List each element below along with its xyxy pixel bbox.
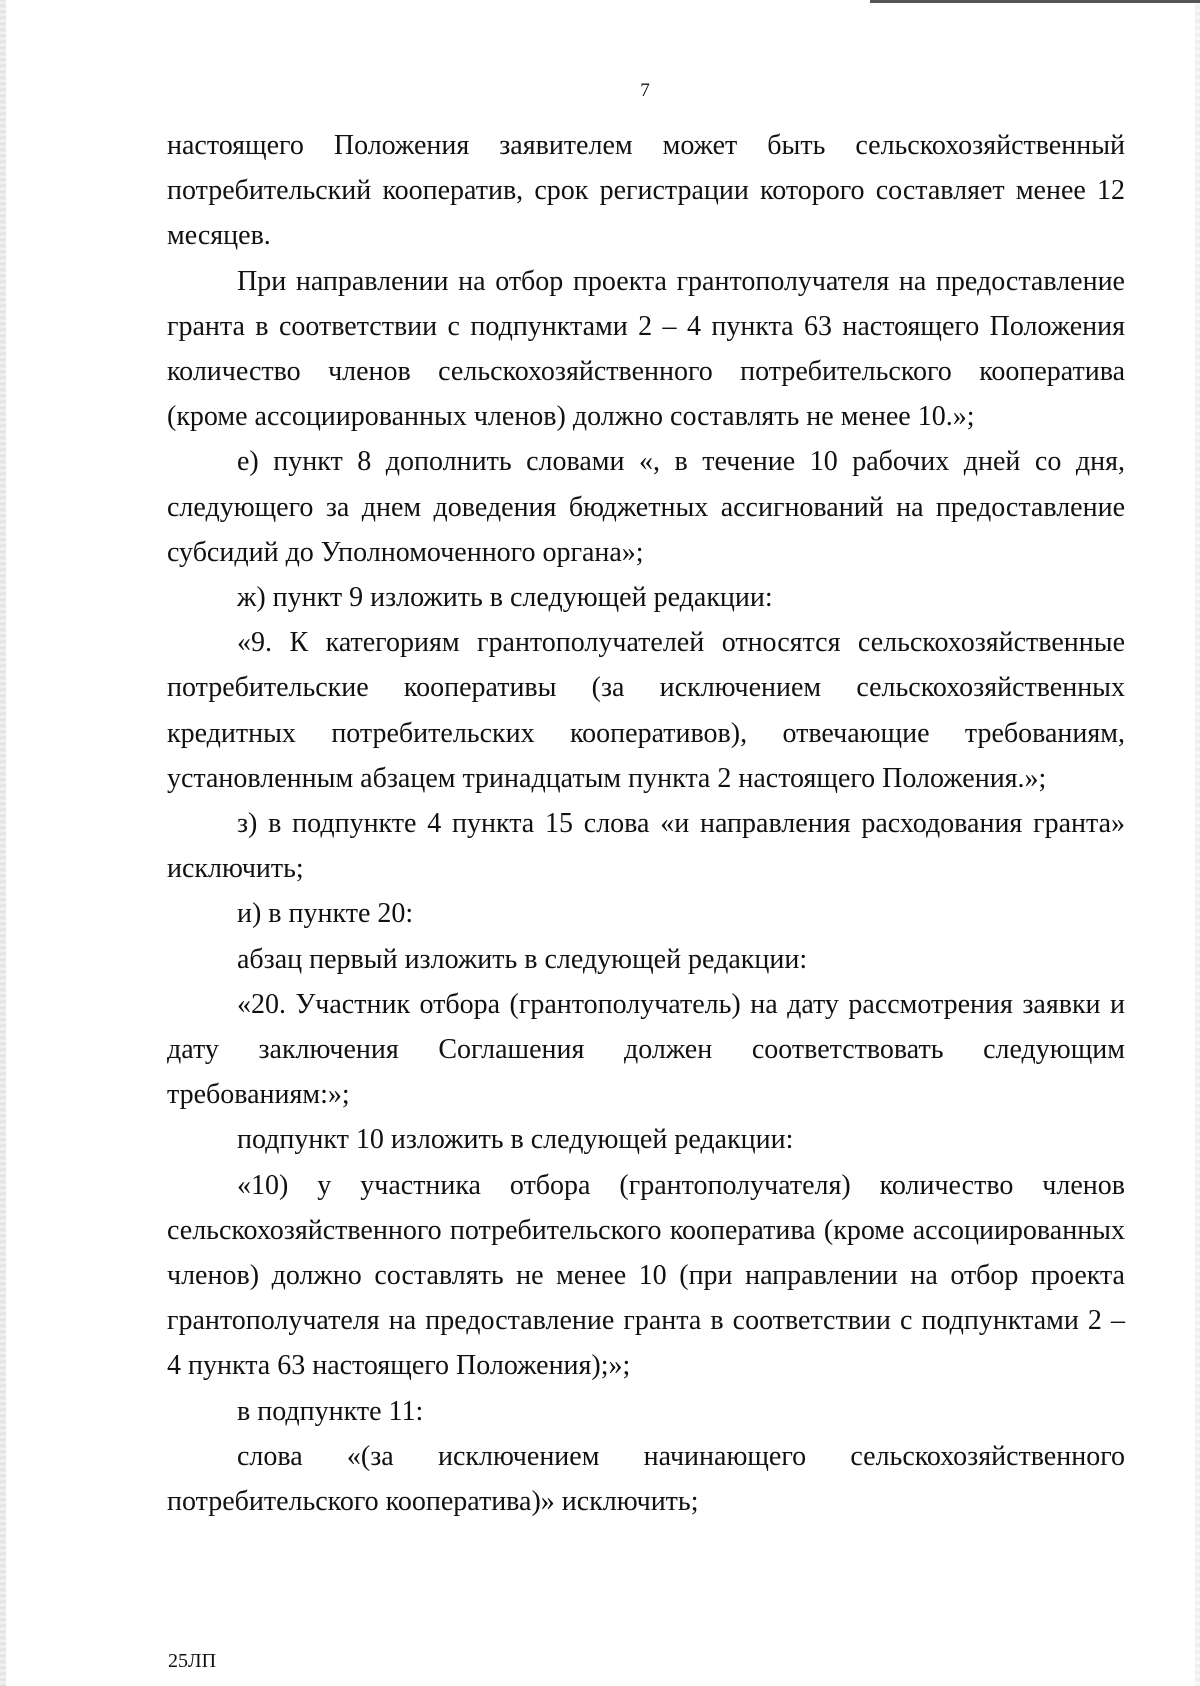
document-body (167, 123, 1125, 1524)
paragraph-subpoint-11-intro: в подпункте 11: (237, 1395, 424, 1427)
scan-edge-left (0, 0, 6, 1686)
paragraph-point-20-intro: и) в пункте 20: (237, 898, 414, 930)
paragraph-members-count: При направлении на отбор проекта грантополучателя на предоставление гранта в соответствии с подпунктами 2 – 4 пункта 63 настоящего Положения количество членов сельскохозяйственного потребительского кооператива (кроме ассоциированных членов) должно составлять не менее 10.»; (167, 265, 1125, 433)
paragraph-point-9-text: «9. К категориям грантополучателей относятся сельскохозяйственные потребительские кооперативы (за исключением сельскохозяйственных кредитных потребительских кооперативов), отвечающие требованиям, установленным абзацем тринадцатым пункта 2 настоящего Положения.»; (167, 627, 1125, 794)
paragraph-subpoint-11-text: слова «(за исключением начинающего сельскохозяйственного потребительского кооператива)» исключить; (167, 1440, 1125, 1518)
footer-code: 25ЛП (168, 1650, 217, 1672)
scan-edge-right (1195, 0, 1200, 1686)
paragraph-point-9-intro: ж) пункт 9 изложить в следующей редакции: (237, 582, 773, 614)
paragraph-point-20-text: «20. Участник отбора (грантополучатель) на дату рассмотрения заявки и дату заключения Соглашения должен соответствовать следующим требованиям:»; (167, 988, 1125, 1111)
paragraph-point-8: е) пункт 8 дополнить словами «, в течение 10 рабочих дней со дня, следующего за днем доведения бюджетных ассигнований на предоставление субсидий до Уполномоченного органа»; (167, 446, 1125, 568)
paragraph-abzac-first: абзац первый изложить в следующей редакции: (237, 943, 808, 975)
page-number: 7 (640, 80, 650, 101)
top-rule-line (870, 0, 1200, 3)
paragraph-subpoint-10-text: «10) у участника отбора (грантополучателя) количество членов сельскохозяйственного потребительского кооператива (кроме ассоциированных членов) должно составлять не менее 10 (при направлении на отбор проекта грантополучателя на предоставление гранта в соответствии с подпунктами 2 – 4 пункта 63 настоящего Положения);»; (167, 1169, 1125, 1382)
paragraph-point-15: з) в подпункте 4 пункта 15 слова «и направления расходования гранта» исключить; (167, 808, 1125, 885)
paragraph-subpoint-10-intro: подпункт 10 изложить в следующей редакции: (237, 1124, 794, 1156)
paragraph-continuation: настоящего Положения заявителем может быть сельскохозяйственный потребительский кооператив, срок регистрации которого составляет менее 12 месяцев. (167, 130, 1125, 252)
